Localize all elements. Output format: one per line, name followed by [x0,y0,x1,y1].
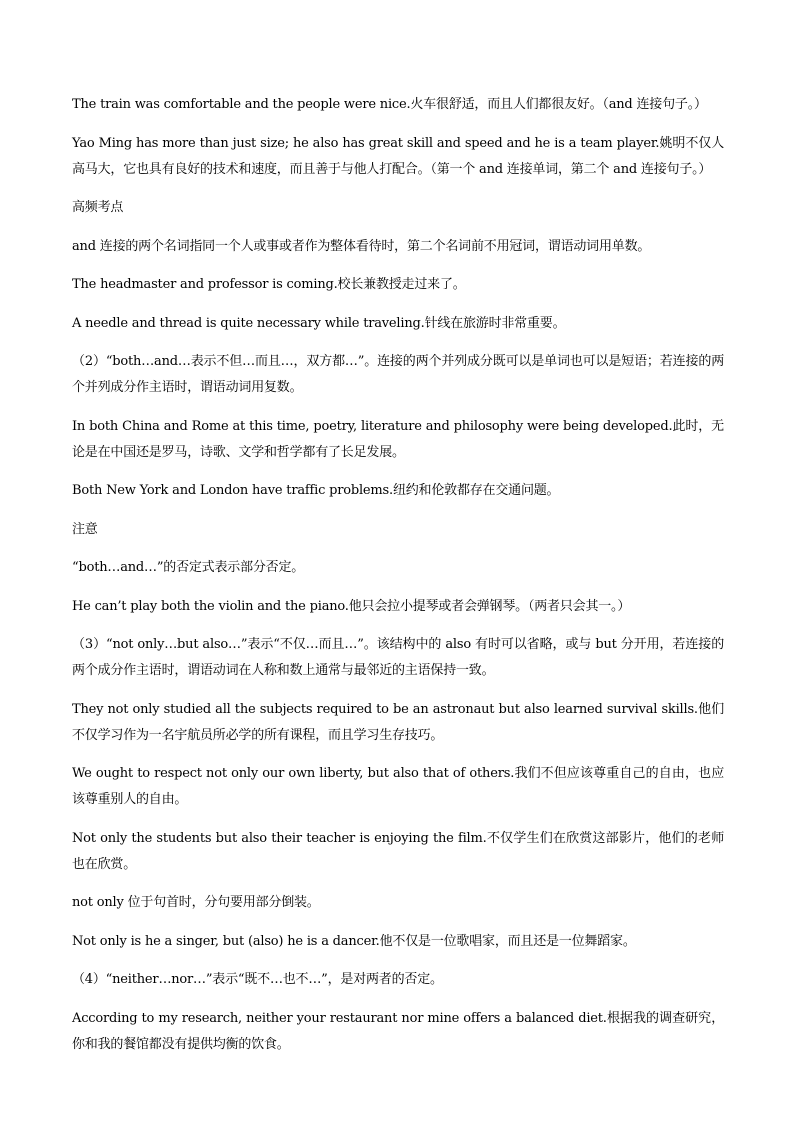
paragraph: Both New York and London have traffic problems.纽约和伦敦都存在交通问题。 [72,483,560,498]
paragraph: According to my research, neither your restaurant nor mine offers a balanced diet.根据我的调查研究，你和我的餐馆都没有提供均衡的饮食。 [72,1010,724,1052]
paragraph: We ought to respect not only our own liberty, but also that of others.我们不但应该尊重自己的自由，也应该尊重别人的自由。 [72,766,724,807]
paragraph: Not only is he a singer, but (also) he is a dancer.他不仅是一位歌唱家，而且还是一位舞蹈家。 [72,933,636,949]
paragraph: （2）“both…and…表示不但…而且…，双方都…”。连接的两个并列成分既可以是单词也可以是短语；若连接的两个并列成分作主语时，谓语动词用复数。 [72,354,724,395]
paragraph: In both China and Rome at this time, poetry, literature and philosophy were being developed.此时，无论是在中国还是罗马，诗歌、文学和哲学都有了长足发展。 [72,418,724,460]
paragraph: （4）“neither…nor…”表示“既不…也不…”，是对两者的否定。 [72,972,443,987]
paragraph: A needle and thread is quite necessary while traveling.针线在旅游时非常重要。 [72,315,566,331]
paragraph: Yao Ming has more than just size; he also has great skill and speed and he is a team player.姚明不仅人高马大，它也具有良好的技术和速度，而且善于与他人打配合。（第一个 and 连接单词，第二个 and 连接句子。） [72,135,724,177]
paragraph: The headmaster and professor is coming.校长兼教授走过来了。 [72,277,466,292]
section-heading: 注意 [72,521,98,537]
paragraph: Not only the students but also their teacher is enjoying the film.不仅学生们在欣赏这部影片，他们的老师也在欣赏。 [72,830,724,872]
section-heading: 高频考点 [72,200,124,215]
paragraph: The train was comfortable and the people were nice.火车很舒适，而且人们都很友好。（and 连接句子。） [72,97,707,112]
paragraph: and 连接的两个名词指同一个人或事或者作为整体看待时，第二个名词前不用冠词，谓语动词用单数。 [72,238,651,254]
paragraph: “both…and…”的否定式表示部分否定。 [72,560,305,575]
paragraph: They not only studied all the subjects required to be an astronaut but also learned survival skills.他们不仅学习作为一名宇航员所必学的所有课程，而且学习生存技巧。 [72,701,724,743]
paragraph: （3）“not only…but also…”表示“不仅…而且…”。该结构中的 also 有时可以省略，或与 but 分开用，若连接的两个成分作主语时，谓语动词在人称和数上通常与最邻近的主语保持一致。 [72,637,724,678]
paragraph: He can’t play both the violin and the piano.他只会拉小提琴或者会弹钢琴。（两者只会其一。） [72,598,631,614]
paragraph: not only 位于句首时，分句要用部分倒装。 [72,895,320,910]
